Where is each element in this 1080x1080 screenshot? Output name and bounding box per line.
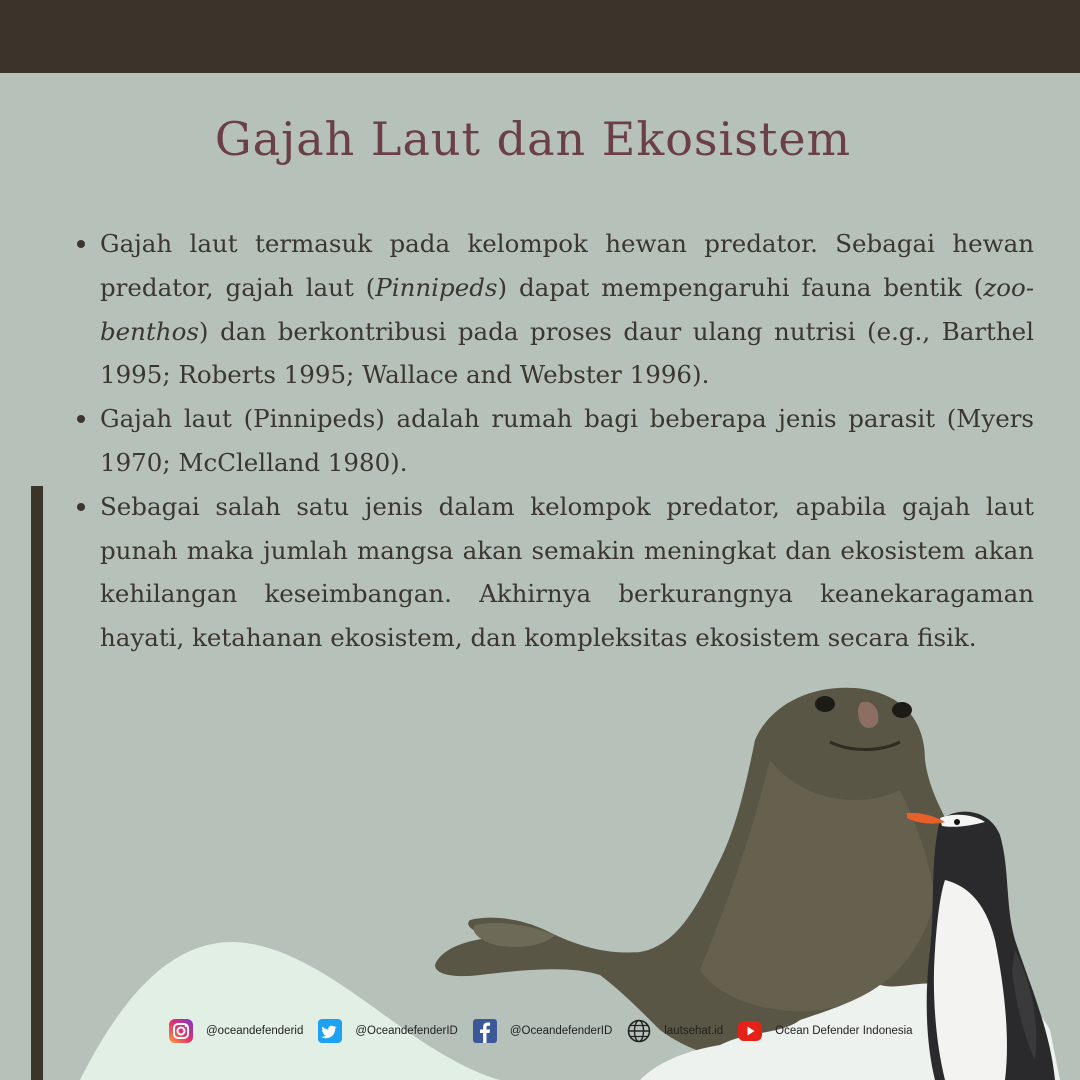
footer-social-bar [168, 1016, 927, 1046]
footer-instagram[interactable] [168, 1018, 303, 1044]
instagram-icon [168, 1018, 194, 1044]
footer-facebook[interactable] [472, 1018, 612, 1044]
footer-website[interactable] [626, 1018, 723, 1044]
instagram-handle: @oceandefenderid [206, 1025, 304, 1037]
facebook-handle: @OceandefenderID [509, 1025, 613, 1037]
globe-icon [626, 1018, 652, 1044]
bullet-2-text: Gajah laut (Pinnipeds) adalah rumah bagi beberapa jenis parasit (Myers 1970; McClelland 1980). [100, 404, 1034, 477]
bullet-1-text-c: ) dan berkontribusi pada proses daur ulang nutrisi (e.g., Barthel 1995; Roberts 1995; Wallace and Webster 1996). [100, 316, 1034, 390]
youtube-icon [737, 1018, 763, 1044]
bullet-1-italic-pinnipeds: Pinnipeds [375, 272, 498, 302]
twitter-icon [317, 1018, 343, 1044]
footer-twitter[interactable] [317, 1018, 457, 1044]
footer-youtube[interactable] [737, 1018, 912, 1044]
bullet-1-text-b: ) dapat mempengaruhi fauna bentik ( [497, 272, 984, 302]
bullet-1-text-a: Gajah laut termasuk pada kelompok hewan predator. Sebagai hewan predator, gajah laut ( [100, 229, 1034, 302]
page-title: Gajah Laut dan Ekosistem [214, 112, 852, 166]
bullet-3-text: Sebagai salah satu jenis dalam kelompok predator, apabila gajah laut punah maka jumlah mangsa akan semakin meningkat dan ekosistem akan kehilangan keseimbangan. Akhirnya berkurangnya keanekaragaman hayati, ketahanan ekosistem, dan kompleksitas ekosistem secara fisik. [100, 491, 1034, 653]
website-url: lautsehat.id [664, 1025, 724, 1037]
twitter-handle: @OceandefenderID [355, 1025, 458, 1037]
youtube-channel: Ocean Defender Indonesia [775, 1025, 913, 1037]
facebook-icon [472, 1018, 498, 1044]
bullet-1-italic-zoobenthos: zoo-benthos [100, 272, 1034, 346]
